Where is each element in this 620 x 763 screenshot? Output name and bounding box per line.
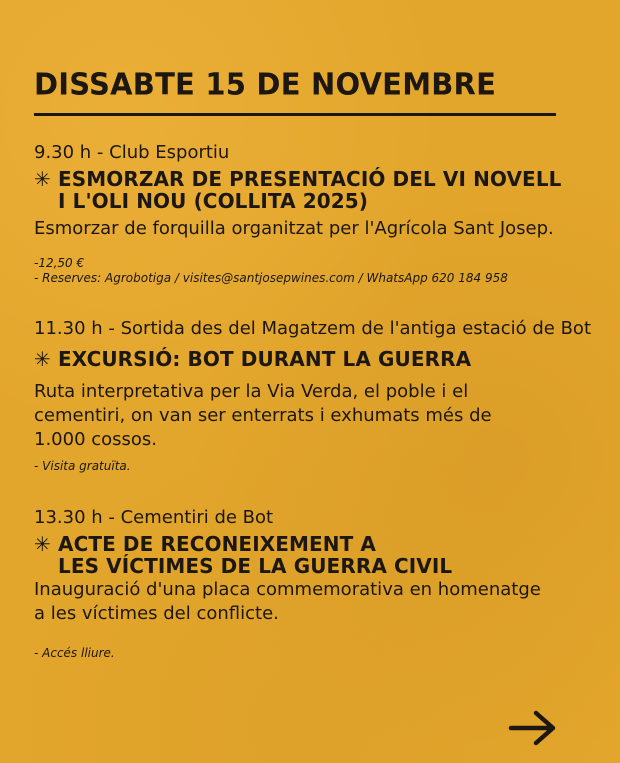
event-2-description-line-2: cementiri, on van ser enterrats i exhumats més de [34,405,492,426]
event-3-time-place: 13.30 h - Cementiri de Bot [34,507,274,528]
event-2-title [34,348,471,370]
asterisk-icon: ✳ [34,532,51,556]
event-2-time-place: 11.30 h - Sortida des del Magatzem de l'antiga estació de Bot [34,318,592,339]
event-2-description [34,380,492,452]
title-divider [34,113,556,116]
page-title: DISSABTE 15 DE NOVEMBRE [34,66,497,102]
event-1-description: Esmorzar de forquilla organitzat per l'Agrícola Sant Josep. [34,218,554,239]
event-3-description-line-1: Inauguració d'una placa commemorativa en homenatge [34,579,541,600]
event-1-title-line-2: I L'OLI NOU (COLLITA 2025) [58,189,369,213]
event-2-note: - Visita gratuïta. [34,459,131,473]
event-3-title [34,533,452,577]
event-3-description-line-2: a les víctimes del conflicte. [34,603,279,624]
asterisk-icon: ✳ [34,167,51,191]
event-1-price: -12,50 € [34,256,85,270]
event-3-description [34,578,541,626]
event-2-description-line-1: Ruta interpretativa per la Via Verda, el poble i el [34,381,469,402]
event-1-title-line-1: ESMORZAR DE PRESENTACIÓ DEL VI NOVELL [58,167,562,191]
event-3-title-line-2: LES VÍCTIMES DE LA GUERRA CIVIL [58,554,453,578]
event-3-title-line-1: ACTE DE RECONEIXEMENT A [58,532,377,556]
arrow-right-icon[interactable] [508,708,558,748]
event-1-time-place: 9.30 h - Club Esportiu [34,142,230,163]
event-2-description-line-3: 1.000 cossos. [34,429,158,450]
event-1-reservations: - Reserves: Agrobotiga / visites@santjosepwines.com / WhatsApp 620 184 958 [34,271,508,285]
event-3-note: - Accés lliure. [34,646,115,660]
event-1-title [34,168,562,212]
asterisk-icon: ✳ [34,347,51,371]
event-2-title-line-1: EXCURSIÓ: BOT DURANT LA GUERRA [58,347,472,371]
